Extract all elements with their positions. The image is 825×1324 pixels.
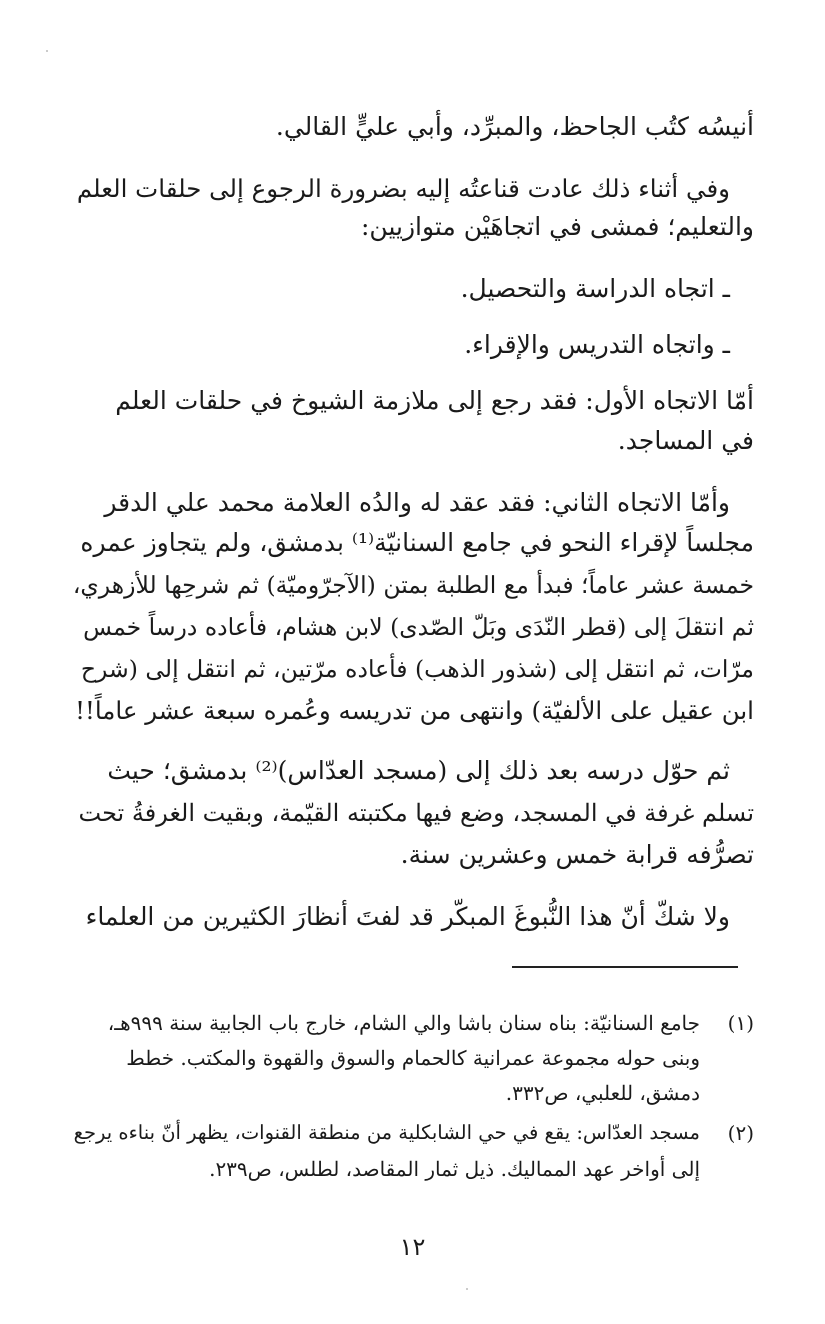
body-line-13: ابن عقيل على الألفيّة) وانتهى من تدريسه وعُمره سبعة عشر عاماً!! bbox=[75, 696, 754, 725]
body-line-15: تسلم غرفة في المسجد، وضع فيها مكتبته القيّمة، وبقيت الغرفةُ تحت bbox=[78, 799, 754, 827]
scan-speck bbox=[46, 50, 48, 52]
body-line-11: ثم انتقلَ إلى (قطر النّدَى وبَلّ الصّدى) لابن هشام، فأعاده درساً خمس bbox=[83, 613, 754, 641]
footnote-2-number: (٢) bbox=[727, 1121, 754, 1145]
body-line-6: أمّا الاتجاه الأول: فقد رجع إلى ملازمة الشيوخ في حلقات العلم bbox=[115, 386, 754, 415]
footnote-1-line-3: دمشق، للعلبي، ص٣٣٢. bbox=[505, 1081, 700, 1105]
body-line-5: ـ واتجاه التدريس والإقراء. bbox=[464, 330, 730, 359]
body-line-8: وأمّا الاتجاه الثاني: فقد عقد له والدُه العلامة محمد علي الدقر bbox=[104, 488, 730, 517]
footnote-1-line-2: وبنى حوله مجموعة عمرانية كالحمام والسوق والقهوة والمكتب. خطط bbox=[126, 1046, 700, 1070]
scan-speck bbox=[466, 1288, 468, 1290]
footnote-1-number: (١) bbox=[727, 1011, 754, 1035]
body-line-2: وفي أثناء ذلك عادت قناعتُه إليه بضرورة الرجوع إلى حلقات العلم bbox=[76, 174, 730, 203]
body-line-9: مجلساً لإقراء النحو في جامع السنانيّة⁽¹⁾ بدمشق، ولم يتجاوز عمره bbox=[80, 528, 754, 557]
body-line-7: في المساجد. bbox=[617, 426, 754, 455]
body-line-10: خمسة عشر عاماً؛ فبدأ مع الطلبة بمتن (الآجرّوميّة) ثم شرحِها للأزهري، bbox=[72, 571, 754, 599]
body-line-16: تصرُّفه قرابة خمس وعشرين سنة. bbox=[400, 840, 754, 869]
footnote-2-line-2: إلى أواخر عهد المماليك. ذيل ثمار المقاصد، لطلس، ص٢٣٩. bbox=[209, 1157, 700, 1181]
body-line-4: ـ اتجاه الدراسة والتحصيل. bbox=[460, 274, 730, 303]
body-line-3: والتعليم؛ فمشى في اتجاهَيْن متوازيين: bbox=[360, 212, 754, 241]
footnote-2-line-1: مسجد العدّاس: يقع في حي الشابكلية من منطقة القنوات، يظهر أنّ بناءه يرجع bbox=[73, 1121, 700, 1144]
page-number: ١٢ bbox=[399, 1233, 426, 1261]
body-line-14: ثم حوّل درسه بعد ذلك إلى (مسجد العدّاس)⁽²⁾ بدمشق؛ حيث bbox=[107, 756, 730, 785]
body-line-12: مرّات، ثم انتقل إلى (شذور الذهب) فأعاده مرّتين، ثم انتقل إلى (شرح bbox=[80, 655, 754, 683]
footnote-1-line-1: جامع السنانيّة: بناه سنان باشا والي الشام، خارج باب الجابية سنة ٩٩٩هـ، bbox=[107, 1011, 700, 1035]
body-line-1: أنيسُه كتُب الجاحظ، والمبرِّد، وأبي عليٍّ القالي. bbox=[275, 112, 754, 141]
footnote-separator bbox=[512, 966, 738, 968]
body-line-17: ولا شكّ أنّ هذا النُّبوغَ المبكّر قد لفتَ أنظارَ الكثيرين من العلماء bbox=[85, 902, 730, 931]
